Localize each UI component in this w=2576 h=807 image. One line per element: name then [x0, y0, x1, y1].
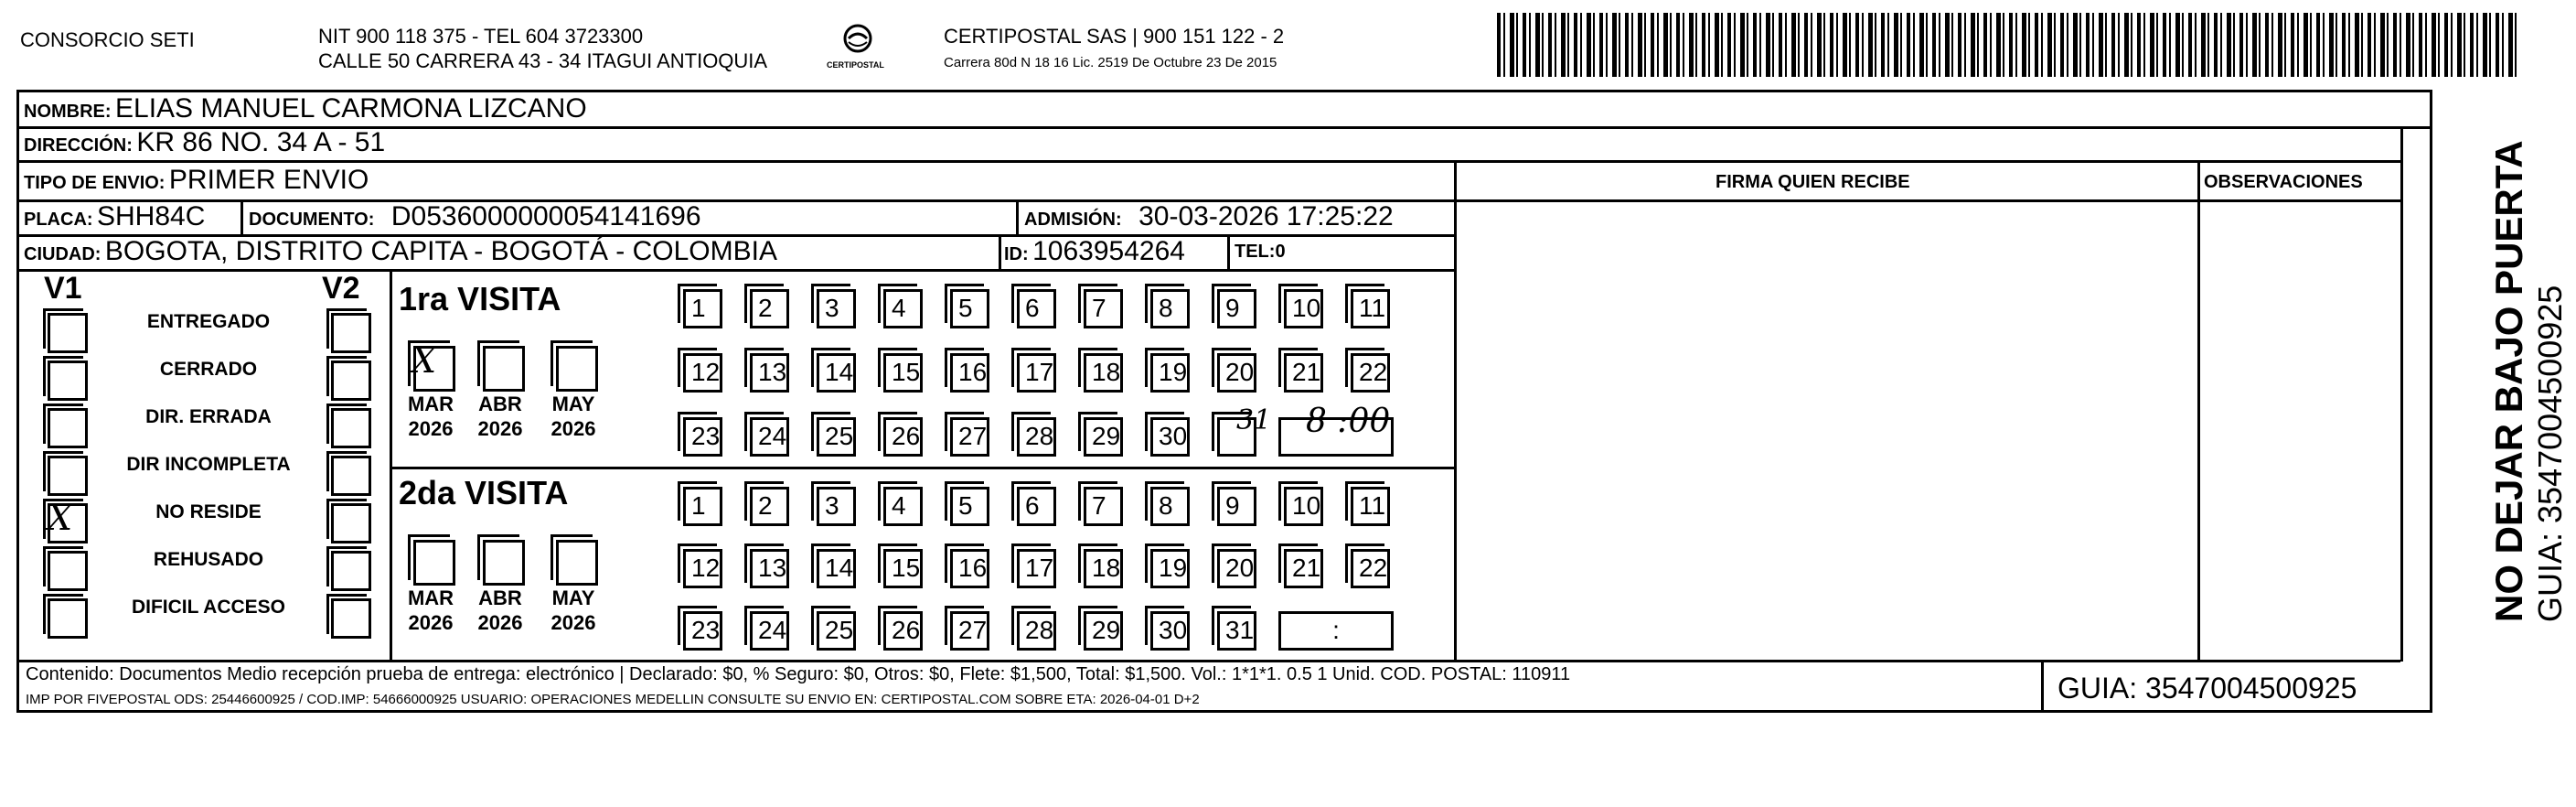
v1-checkbox[interactable]	[48, 408, 88, 448]
month-checkbox[interactable]	[413, 540, 455, 586]
day-box[interactable]: 2	[750, 487, 789, 526]
v2-checkbox[interactable]	[331, 313, 371, 353]
tel-field	[1235, 234, 1286, 271]
month-checkbox[interactable]	[556, 540, 598, 586]
day-box[interactable]: 30	[1150, 417, 1190, 457]
day-box[interactable]: 18	[1084, 549, 1123, 588]
v2-checkbox[interactable]	[331, 408, 371, 448]
day-box[interactable]: 21	[1284, 353, 1323, 393]
day-box[interactable]: 4	[883, 289, 923, 328]
first-visit-title: 1ra VISITA	[399, 280, 561, 317]
id-field	[1004, 234, 1185, 274]
id-label: ID:	[1004, 244, 1029, 264]
day-box[interactable]: 19	[1150, 549, 1190, 588]
tipo-value: PRIMER ENVIO	[168, 165, 369, 195]
status-label: NO RESIDE	[155, 501, 262, 522]
day-box[interactable]: 6	[1017, 487, 1056, 526]
barcode	[1497, 13, 2517, 77]
day-box[interactable]: 7	[1084, 487, 1123, 526]
v2-header: V2	[322, 271, 360, 306]
v1-checkbox[interactable]	[48, 551, 88, 591]
month-name: MAR	[407, 393, 454, 415]
month-name: MAY	[551, 586, 595, 609]
id-value: 1063954264	[1032, 236, 1185, 266]
nombre-value: ELIAS MANUEL CARMONA LIZCANO	[115, 93, 587, 124]
month-checkbox[interactable]	[556, 346, 598, 392]
v2-checkbox[interactable]	[331, 503, 371, 543]
month-name: ABR	[478, 586, 522, 609]
day-box[interactable]: 1	[683, 289, 722, 328]
month-label	[541, 392, 605, 441]
day-box[interactable]: 25	[817, 417, 856, 457]
day-box[interactable]: 24	[750, 611, 789, 651]
direccion-field	[24, 125, 385, 165]
direccion-value: KR 86 NO. 34 A - 51	[136, 127, 386, 157]
v1-checkbox[interactable]	[48, 456, 88, 496]
month-year: 2026	[408, 417, 454, 440]
day-box[interactable]: 30	[1150, 611, 1190, 651]
day-box[interactable]: 7	[1084, 289, 1123, 328]
certipostal-logo-icon	[839, 22, 876, 59]
v1-checkbox[interactable]	[48, 360, 88, 401]
v2-checkbox[interactable]	[331, 360, 371, 401]
direccion-label: DIRECCIÓN:	[24, 135, 133, 156]
ciudad-value: BOGOTA, DISTRITO CAPITA - BOGOTÁ - COLOMBIA	[104, 236, 777, 266]
tipo-label: TIPO DE ENVIO:	[24, 173, 166, 193]
month-name: MAY	[551, 393, 595, 415]
day-box[interactable]: 13	[750, 549, 789, 588]
day-box[interactable]: 9	[1217, 289, 1256, 328]
courier-line: CERTIPOSTAL SAS | 900 151 122 - 2	[944, 25, 1285, 48]
day-box[interactable]: 25	[817, 611, 856, 651]
day-box[interactable]: 20	[1217, 549, 1256, 588]
day-box[interactable]: 28	[1017, 611, 1056, 651]
ciudad-label: CIUDAD:	[24, 244, 102, 264]
day-box[interactable]: 16	[950, 549, 989, 588]
day-mark: 31	[1236, 404, 1272, 436]
day-box[interactable]: 18	[1084, 353, 1123, 393]
day-box[interactable]: 12	[683, 353, 722, 393]
day-box[interactable]: 21	[1284, 549, 1323, 588]
day-box[interactable]: 14	[817, 353, 856, 393]
day-box[interactable]: 1	[683, 487, 722, 526]
month-name: ABR	[478, 393, 522, 415]
month-label	[399, 586, 463, 635]
nombre-label: NOMBRE:	[24, 102, 112, 122]
day-box[interactable]: 22	[1351, 353, 1390, 393]
side-text	[2487, 140, 2570, 622]
side-guia: GUIA: 3547004500925	[2531, 285, 2569, 622]
day-box[interactable]: 29	[1084, 611, 1123, 651]
admision-field	[1024, 199, 1394, 239]
time-written: 8 :00	[1306, 403, 1391, 440]
logo-text: CERTIPOSTAL	[827, 60, 884, 70]
day-box[interactable]: 10	[1284, 487, 1323, 526]
v2-checkbox[interactable]	[331, 456, 371, 496]
firma-label: FIRMA QUIEN RECIBE	[1716, 172, 1910, 192]
day-box[interactable]: 14	[817, 549, 856, 588]
day-box[interactable]: 5	[950, 487, 989, 526]
documento-field	[249, 199, 701, 239]
month-label	[541, 586, 605, 635]
company-name: CONSORCIO SETI	[20, 28, 195, 51]
status-label: CERRADO	[159, 359, 258, 380]
day-box[interactable]: 27	[950, 417, 989, 457]
placa-value: SHH84C	[97, 201, 206, 231]
footer-imp: IMP POR FIVEPOSTAL ODS: 25446600925 / COD.IMP: 54666000925 USUARIO: OPERACIONES MEDELLIN CONSULTE SU ENVIO EN: CERTIPOSTAL.COM SOBRE ETA: 2026-04-01 D+2	[26, 692, 1200, 707]
day-box[interactable]: 13	[750, 353, 789, 393]
day-box[interactable]: 28	[1017, 417, 1056, 457]
day-box[interactable]: 11	[1351, 487, 1390, 526]
day-box[interactable]: 27	[950, 611, 989, 651]
v2-checkbox[interactable]	[331, 551, 371, 591]
status-label: ENTREGADO	[146, 311, 271, 332]
day-box[interactable]: 15	[883, 353, 923, 393]
day-box[interactable]: 15	[883, 549, 923, 588]
day-box[interactable]: 23	[683, 417, 722, 457]
v1-checkbox[interactable]	[48, 598, 88, 639]
v1-header: V1	[44, 271, 82, 306]
tel-value: 0	[1275, 242, 1286, 262]
day-box[interactable]: 5	[950, 289, 989, 328]
placa-field	[24, 199, 205, 239]
placa-label: PLACA:	[24, 210, 93, 230]
ciudad-field	[24, 234, 777, 274]
day-box[interactable]: 9	[1217, 487, 1256, 526]
day-box[interactable]: 8	[1150, 289, 1190, 328]
admision-value: 30-03-2026 17:25:22	[1138, 201, 1394, 231]
month-label	[468, 392, 532, 441]
day-box[interactable]: 17	[1017, 353, 1056, 393]
month-year: 2026	[408, 611, 454, 634]
v1-mark: X	[48, 498, 73, 538]
footer-guia: GUIA: 3547004500925	[2058, 672, 2357, 705]
admision-label: ADMISIÓN:	[1024, 210, 1122, 230]
time-box[interactable]: :	[1278, 611, 1394, 651]
day-box[interactable]: 26	[883, 417, 923, 457]
day-box[interactable]: 10	[1284, 289, 1323, 328]
v1-checkbox[interactable]	[48, 313, 88, 353]
day-box[interactable]: 29	[1084, 417, 1123, 457]
day-box[interactable]: 4	[883, 487, 923, 526]
month-name: MAR	[407, 586, 454, 609]
side-warning: NO DEJAR BAJO PUERTA	[2487, 140, 2530, 622]
day-box[interactable]: 26	[883, 611, 923, 651]
status-label: DIR INCOMPLETA	[126, 454, 291, 475]
tel-label: TEL:	[1235, 242, 1276, 262]
day-box[interactable]: 6	[1017, 289, 1056, 328]
day-box[interactable]: 22	[1351, 549, 1390, 588]
day-box[interactable]: 24	[750, 417, 789, 457]
day-box[interactable]: 3	[817, 487, 856, 526]
day-box[interactable]: 17	[1017, 549, 1056, 588]
month-year: 2026	[550, 611, 596, 634]
month-label	[468, 586, 532, 635]
month-checkbox[interactable]	[483, 346, 525, 392]
status-label: DIR. ERRADA	[145, 406, 272, 427]
month-checkbox[interactable]	[483, 540, 525, 586]
nit-line: NIT 900 118 375 - TEL 604 3723300	[318, 25, 644, 48]
day-box[interactable]: 12	[683, 549, 722, 588]
second-visit-title: 2da VISITA	[399, 474, 569, 511]
month-label	[399, 392, 463, 441]
day-box[interactable]: 3	[817, 289, 856, 328]
tipo-field	[24, 163, 369, 202]
day-box[interactable]: 20	[1217, 353, 1256, 393]
status-label: DIFICIL ACCESO	[131, 597, 285, 618]
v2-checkbox[interactable]	[331, 598, 371, 639]
month-year: 2026	[550, 417, 596, 440]
month-mark: X	[412, 340, 437, 381]
footer-content: Contenido: Documentos Medio recepción prueba de entrega: electrónico | Declarado: $0, % Seguro: $0, Otros: $0, Flete: $1,500, Total: $1,500. Vol.: 1*1*1. 0.5 1 Unid. COD. POSTAL: 110911	[26, 664, 1571, 684]
status-label: REHUSADO	[153, 549, 264, 570]
day-box[interactable]: 23	[683, 611, 722, 651]
month-year: 2026	[477, 417, 523, 440]
documento-value: D0536000000054141696	[390, 201, 701, 231]
day-box[interactable]: 31	[1217, 611, 1256, 651]
documento-label: DOCUMENTO:	[249, 210, 375, 230]
day-box[interactable]: 2	[750, 289, 789, 328]
day-box[interactable]: 11	[1351, 289, 1390, 328]
day-box[interactable]: 8	[1150, 487, 1190, 526]
address-line: CALLE 50 CARRERA 43 - 34 ITAGUI ANTIOQUIA	[318, 49, 768, 72]
day-box[interactable]: 16	[950, 353, 989, 393]
month-year: 2026	[477, 611, 523, 634]
license-line: Carrera 80d N 18 16 Lic. 2519 De Octubre 23 De 2015	[944, 55, 1277, 70]
observaciones-label: OBSERVACIONES	[2204, 172, 2363, 192]
day-box[interactable]: 19	[1150, 353, 1190, 393]
